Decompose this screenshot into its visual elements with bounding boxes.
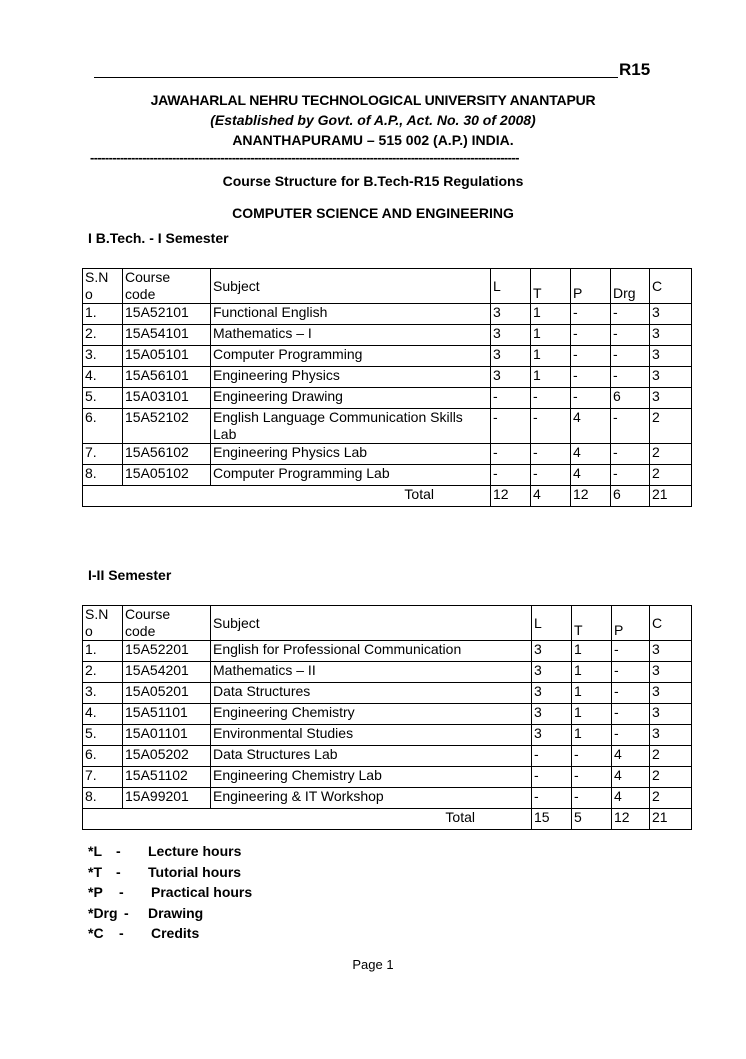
cell-code: 15A05102 — [123, 465, 211, 486]
cell-code: 15A05101 — [123, 346, 211, 367]
cell-l: 3 — [532, 725, 572, 746]
col-drg-header: Drg — [611, 269, 650, 304]
cell-c: 2 — [650, 444, 692, 465]
col-code-header: Course code — [123, 606, 211, 641]
cell-subject: Functional English — [211, 304, 491, 325]
table-header-row — [83, 606, 692, 641]
cell-t: 1 — [572, 683, 612, 704]
cell-t: - — [531, 444, 571, 465]
cell-drg: - — [611, 346, 650, 367]
cell-sno: 1. — [83, 304, 123, 325]
cell-drg: - — [611, 367, 650, 388]
legend-abbr: *T — [88, 863, 102, 880]
legend-desc: Credits — [151, 925, 200, 941]
cell-t: - — [572, 767, 612, 788]
semester2-title: I-II Semester — [88, 567, 172, 583]
cell-l: - — [491, 409, 531, 444]
table-row — [83, 767, 692, 788]
cell-code: 15A99201 — [123, 788, 211, 809]
establishment-note: (Established by Govt. of A.P., Act. No. 30 of 2008) — [210, 112, 536, 128]
cell-t: 1 — [531, 325, 571, 346]
cell-p: - — [571, 346, 611, 367]
cell-subject: Engineering Chemistry — [211, 704, 532, 725]
table-row — [83, 304, 692, 325]
cell-p: - — [612, 641, 650, 662]
cell-sno: 2. — [83, 325, 123, 346]
cell-code: 15A56102 — [123, 444, 211, 465]
university-address: ANANTHAPURAMU – 515 002 (A.P.) INDIA. — [232, 132, 514, 148]
header-rule — [94, 77, 618, 78]
cell-l: 3 — [491, 346, 531, 367]
cell-c: 3 — [650, 367, 692, 388]
course-structure-title: Course Structure for B.Tech-R15 Regulations — [222, 173, 524, 189]
table-header-row — [83, 269, 692, 304]
cell-drg: - — [611, 444, 650, 465]
total-l: 15 — [532, 809, 572, 830]
cell-l: - — [491, 465, 531, 486]
cell-drg: - — [611, 304, 650, 325]
cell-code: 15A05202 — [123, 746, 211, 767]
total-label: Total — [83, 809, 532, 830]
cell-c: 2 — [650, 746, 692, 767]
cell-p: - — [571, 367, 611, 388]
cell-p: 4 — [571, 465, 611, 486]
cell-c: 3 — [650, 704, 692, 725]
cell-c: 3 — [650, 683, 692, 704]
col-subject-header: Subject — [211, 269, 491, 304]
cell-sno: 5. — [83, 388, 123, 409]
legend-abbr: *Drg — [88, 904, 118, 921]
cell-t: - — [572, 746, 612, 767]
total-l: 12 — [491, 486, 531, 507]
cell-sno: 1. — [83, 641, 123, 662]
total-label: Total — [83, 486, 491, 507]
cell-p: - — [571, 388, 611, 409]
cell-subject: English Language Communication Skills Lab — [211, 409, 491, 444]
total-t: 5 — [572, 809, 612, 830]
cell-p: - — [612, 704, 650, 725]
table-row — [83, 388, 692, 409]
cell-sno: 2. — [83, 662, 123, 683]
cell-c: 3 — [650, 662, 692, 683]
table-row — [83, 465, 692, 486]
cell-p: 4 — [612, 746, 650, 767]
total-drg: 6 — [611, 486, 650, 507]
legend-desc: Tutorial hours — [148, 863, 242, 880]
cell-p: - — [571, 304, 611, 325]
table-row — [83, 367, 692, 388]
university-name: JAWAHARLAL NEHRU TECHNOLOGICAL UNIVERSITY ANANTAPUR — [150, 92, 596, 108]
cell-sno: 5. — [83, 725, 123, 746]
cell-p: - — [612, 662, 650, 683]
table-row — [83, 746, 692, 767]
cell-l: 3 — [491, 367, 531, 388]
cell-t: 1 — [572, 662, 612, 683]
table-row — [83, 683, 692, 704]
cell-sno: 3. — [83, 346, 123, 367]
cell-t: - — [572, 788, 612, 809]
cell-sno: 7. — [83, 767, 123, 788]
cell-c: 2 — [650, 409, 692, 444]
cell-sno: 6. — [83, 409, 123, 444]
cell-p: 4 — [571, 409, 611, 444]
table-row — [83, 409, 692, 444]
table-row — [83, 444, 692, 465]
table-row — [83, 325, 692, 346]
legend-desc: Practical hours — [151, 884, 253, 900]
cell-code: 15A54101 — [123, 325, 211, 346]
legend-abbr: *P — [88, 884, 103, 900]
col-t-header: T — [531, 269, 571, 304]
abbreviation-legend — [88, 843, 252, 946]
col-subject-header: Subject — [211, 606, 532, 641]
cell-t: - — [531, 409, 571, 444]
cell-c: 2 — [650, 767, 692, 788]
total-p: 12 — [571, 486, 611, 507]
cell-l: 3 — [532, 641, 572, 662]
cell-code: 15A51102 — [123, 767, 211, 788]
cell-l: - — [491, 444, 531, 465]
cell-l: 3 — [532, 662, 572, 683]
total-row — [83, 809, 692, 830]
cell-t: - — [531, 388, 571, 409]
legend-abbr: *L — [88, 843, 102, 859]
cell-drg: - — [611, 325, 650, 346]
legend-dash: - — [124, 904, 129, 921]
legend-dash: - — [119, 884, 124, 900]
col-p-header: P — [571, 269, 611, 304]
legend-desc: Drawing — [148, 904, 204, 921]
cell-l: - — [491, 388, 531, 409]
legend-item — [88, 843, 252, 864]
cell-code: 15A01101 — [123, 725, 211, 746]
cell-t: 1 — [531, 304, 571, 325]
cell-c: 3 — [650, 325, 692, 346]
semester1-title: I B.Tech. - I Semester — [88, 230, 229, 246]
cell-p: 4 — [571, 444, 611, 465]
cell-p: - — [571, 325, 611, 346]
cell-subject: English for Professional Communication — [211, 641, 532, 662]
legend-item — [88, 864, 252, 885]
cell-t: 1 — [572, 704, 612, 725]
table-row — [83, 346, 692, 367]
total-row — [83, 486, 692, 507]
cell-c: 3 — [650, 725, 692, 746]
cell-c: 3 — [650, 388, 692, 409]
legend-desc: Lecture hours — [148, 843, 242, 859]
total-c: 21 — [650, 809, 692, 830]
cell-subject: Mathematics – II — [211, 662, 532, 683]
cell-subject: Computer Programming Lab — [211, 465, 491, 486]
cell-subject: Engineering Chemistry Lab — [211, 767, 532, 788]
cell-subject: Engineering & IT Workshop — [211, 788, 532, 809]
semester2-table — [82, 605, 692, 830]
cell-code: 15A05201 — [123, 683, 211, 704]
cell-l: - — [532, 788, 572, 809]
cell-l: 3 — [532, 704, 572, 725]
col-c-header: C — [650, 269, 692, 304]
cell-code: 15A52102 — [123, 409, 211, 444]
cell-sno: 4. — [83, 367, 123, 388]
legend-dash: - — [116, 843, 121, 859]
semester1-table — [82, 268, 692, 507]
cell-c: 2 — [650, 788, 692, 809]
cell-drg: - — [611, 465, 650, 486]
separator-line: ------------------------------------------------------------------------------------------------------------------- — [90, 150, 519, 165]
cell-subject: Data Structures Lab — [211, 746, 532, 767]
legend-abbr: *C — [88, 925, 104, 941]
cell-code: 15A56101 — [123, 367, 211, 388]
cell-code: 15A54201 — [123, 662, 211, 683]
cell-c: 3 — [650, 346, 692, 367]
cell-p: 4 — [612, 767, 650, 788]
total-c: 21 — [650, 486, 692, 507]
table-row — [83, 662, 692, 683]
cell-code: 15A52201 — [123, 641, 211, 662]
cell-sno: 3. — [83, 683, 123, 704]
cell-c: 3 — [650, 641, 692, 662]
cell-sno: 8. — [83, 465, 123, 486]
page-number: Page 1 — [352, 957, 394, 972]
cell-p: - — [612, 725, 650, 746]
cell-subject: Data Structures — [211, 683, 532, 704]
cell-subject: Mathematics – I — [211, 325, 491, 346]
col-code-header: Course code — [123, 269, 211, 304]
col-l-header: L — [532, 606, 572, 641]
legend-item — [88, 884, 252, 905]
col-sno-header: S.N o — [83, 269, 123, 304]
cell-c: 2 — [650, 465, 692, 486]
cell-p: - — [612, 683, 650, 704]
cell-t: 1 — [572, 725, 612, 746]
cell-l: - — [532, 746, 572, 767]
cell-sno: 8. — [83, 788, 123, 809]
col-t-header: T — [572, 606, 612, 641]
cell-subject: Computer Programming — [211, 346, 491, 367]
cell-c: 3 — [650, 304, 692, 325]
cell-subject: Environmental Studies — [211, 725, 532, 746]
cell-subject: Engineering Physics — [211, 367, 491, 388]
cell-drg: 6 — [611, 388, 650, 409]
total-p: 12 — [612, 809, 650, 830]
table-row — [83, 641, 692, 662]
cell-l: 3 — [491, 325, 531, 346]
cell-code: 15A52101 — [123, 304, 211, 325]
cell-t: 1 — [572, 641, 612, 662]
legend-dash: - — [119, 925, 124, 941]
cell-l: - — [532, 767, 572, 788]
cell-subject: Engineering Physics Lab — [211, 444, 491, 465]
cell-code: 15A51101 — [123, 704, 211, 725]
cell-l: 3 — [491, 304, 531, 325]
cell-sno: 7. — [83, 444, 123, 465]
cell-sno: 6. — [83, 746, 123, 767]
cell-subject: Engineering Drawing — [211, 388, 491, 409]
cell-drg: - — [611, 409, 650, 444]
table-row — [83, 788, 692, 809]
regulation-tag: R15 — [619, 60, 651, 79]
table-row — [83, 704, 692, 725]
legend-item — [88, 925, 252, 946]
table-row — [83, 725, 692, 746]
cell-code: 15A03101 — [123, 388, 211, 409]
col-l-header: L — [491, 269, 531, 304]
cell-t: - — [531, 465, 571, 486]
cell-l: 3 — [532, 683, 572, 704]
cell-t: 1 — [531, 367, 571, 388]
legend-dash: - — [116, 863, 121, 880]
cell-sno: 4. — [83, 704, 123, 725]
legend-item — [88, 905, 252, 926]
col-c-header: C — [650, 606, 692, 641]
cell-t: 1 — [531, 346, 571, 367]
col-p-header: P — [612, 606, 650, 641]
cell-p: 4 — [612, 788, 650, 809]
total-t: 4 — [531, 486, 571, 507]
branch-title: COMPUTER SCIENCE AND ENGINEERING — [232, 205, 514, 221]
col-sno-header: S.N o — [83, 606, 123, 641]
